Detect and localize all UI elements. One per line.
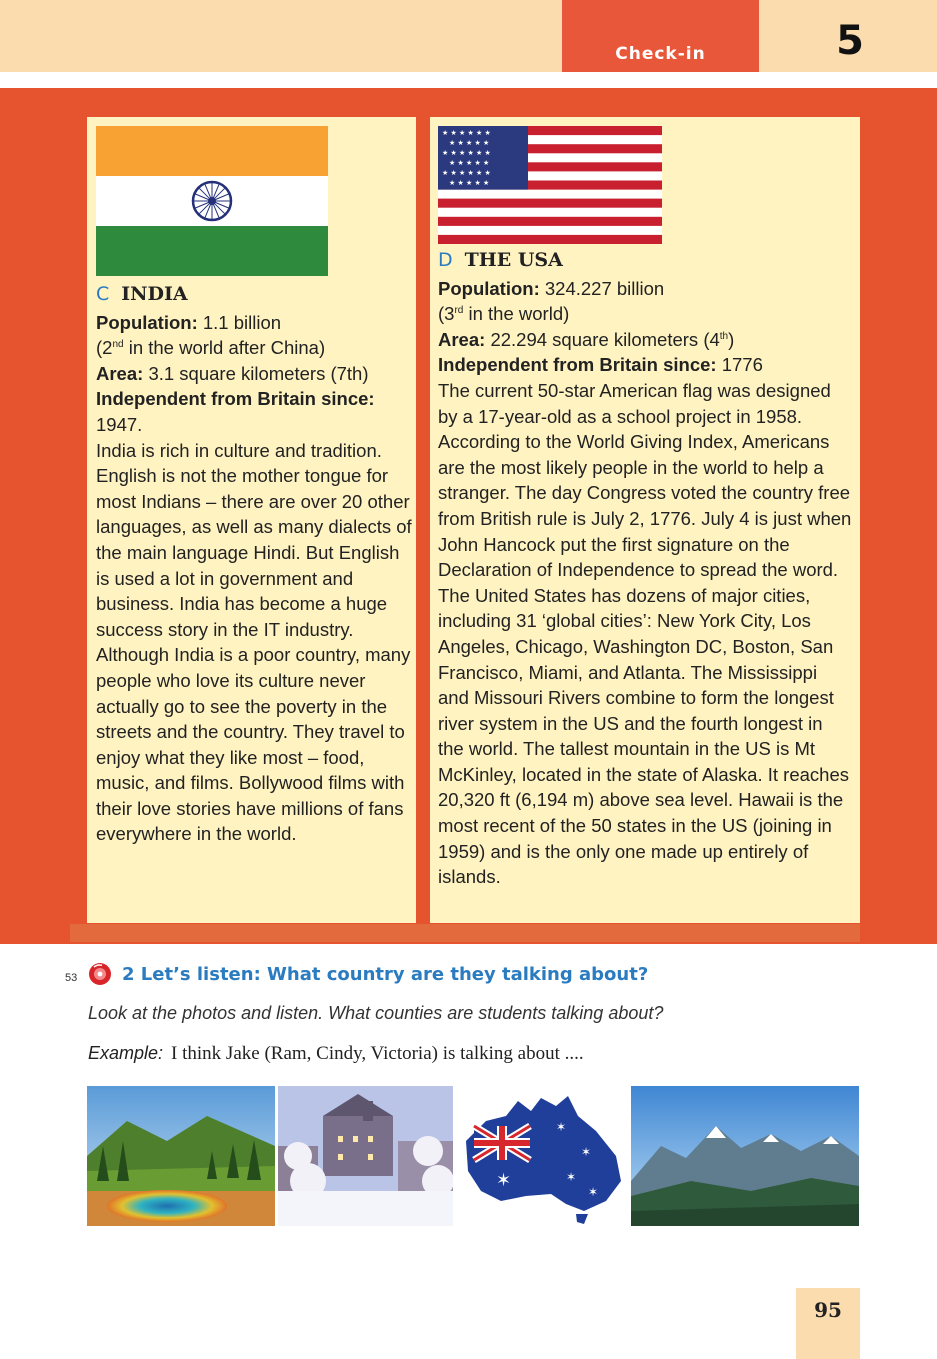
svg-text:✶: ✶ — [556, 1120, 567, 1134]
india-flag-image — [96, 126, 328, 276]
photo-snowy-town — [278, 1086, 453, 1226]
usa-area: Area: 22.294 square kilometers (4th) — [438, 328, 735, 350]
svg-text:✶: ✶ — [566, 1170, 577, 1184]
india-heading — [96, 282, 412, 308]
india-area: Area: 3.1 square kilometers (7th) — [96, 362, 369, 384]
svg-text:★ ★ ★ ★ ★ ★: ★ ★ ★ ★ ★ ★ — [442, 149, 491, 157]
exercise-header — [60, 962, 760, 992]
usa-heading — [438, 248, 853, 274]
usa-flag-image — [438, 126, 662, 244]
photo-mountains — [631, 1086, 859, 1226]
india-letter: C — [96, 283, 110, 305]
svg-text:✶: ✶ — [581, 1145, 592, 1159]
usa-letter: D — [438, 249, 453, 271]
india-title: INDIA — [121, 283, 188, 305]
svg-text:✶: ✶ — [588, 1185, 599, 1199]
svg-text:★ ★ ★ ★ ★: ★ ★ ★ ★ ★ — [449, 139, 490, 147]
usa-independence: Independent from Britain since: 1776 — [438, 354, 763, 376]
usa-population: Population: 324.227 billion — [438, 277, 665, 299]
panel-bottom-strip — [70, 924, 860, 942]
photo-australia-flag-map — [456, 1086, 628, 1226]
example-label: Example: — [88, 1043, 164, 1063]
india-independence-year: 1947. — [96, 413, 143, 435]
india-population: Population: 1.1 billion — [96, 311, 282, 333]
photo-hot-spring-landscape — [87, 1086, 275, 1226]
svg-text:★ ★ ★ ★ ★: ★ ★ ★ ★ ★ — [449, 159, 490, 167]
usa-facts — [438, 248, 853, 890]
svg-text:★ ★ ★ ★ ★ ★: ★ ★ ★ ★ ★ ★ — [442, 129, 491, 137]
audio-track-number: 53 — [65, 972, 78, 984]
exercise-title: 2 Let’s listen: What country are they talking about? — [122, 964, 649, 985]
india-body: India is rich in culture and tradition. English is not the mother tongue for most Indians – there are over 20 other languages, as well as many dialects of the main language Hindi. But English is used a lot in government and business. India has become a huge success story in the IT industry. Although India is a poor country, many people who love its culture never actually go to see the poverty in the streets and the country. They travel to enjoy what they like most – food, music, and films. Bollywood films with their love stories have millions of fans everywhere in the world. — [96, 439, 412, 845]
india-population-rank: (2nd in the world after China) — [96, 337, 326, 359]
usa-body: The current 50-star American flag was designed by a 17-year-old as a school project in 1958. According to the World Giving Index, Americans are the most likely people in the world to help a stranger. The day Congress voted the country free from British rule is July 2, 1776. July 4 is just when John Hancock put the first signature on the Declaration of Independence to spread the word. The United States has dozens of major cities, including 31 ‘global cities’: New York City, Los Angeles, Chicago, Washington DC, Boston, San Francisco, Miami, and Atlanta. The Mississippi and Missouri Rivers combine to form the longest river system in the US and the fourth longest in the world. The tallest mountain in the US is Mt McKinley, located in the state of Alaska. It reaches 20,320 ft (6,194 m) above sea level. Hawaii is the most recent of the 50 states in the US (joining in 1959) and is the only one made up entirely of islands. — [438, 379, 852, 888]
exercise-instruction: Look at the photos and listen. What counties are students talking about? — [88, 1003, 664, 1023]
svg-text:✶: ✶ — [496, 1170, 512, 1191]
india-independence-label: Independent from Britain since: — [96, 388, 375, 410]
page-number: 95 — [796, 1288, 860, 1359]
example-text: I think Jake (Ram, Cindy, Victoria) is talking about .... — [171, 1043, 584, 1064]
usa-population-rank: (3rd in the world) — [438, 303, 570, 325]
svg-text:★ ★ ★ ★ ★: ★ ★ ★ ★ ★ — [449, 179, 490, 187]
india-facts — [96, 282, 412, 847]
usa-title: THE USA — [464, 249, 563, 271]
section-tab: Check-in — [562, 0, 759, 72]
exercise-example — [88, 1043, 584, 1065]
svg-text:★ ★ ★ ★ ★ ★: ★ ★ ★ ★ ★ ★ — [442, 169, 491, 177]
audio-cd-icon[interactable] — [88, 962, 112, 986]
header-band — [0, 0, 937, 72]
chapter-number: 5 — [836, 18, 864, 64]
